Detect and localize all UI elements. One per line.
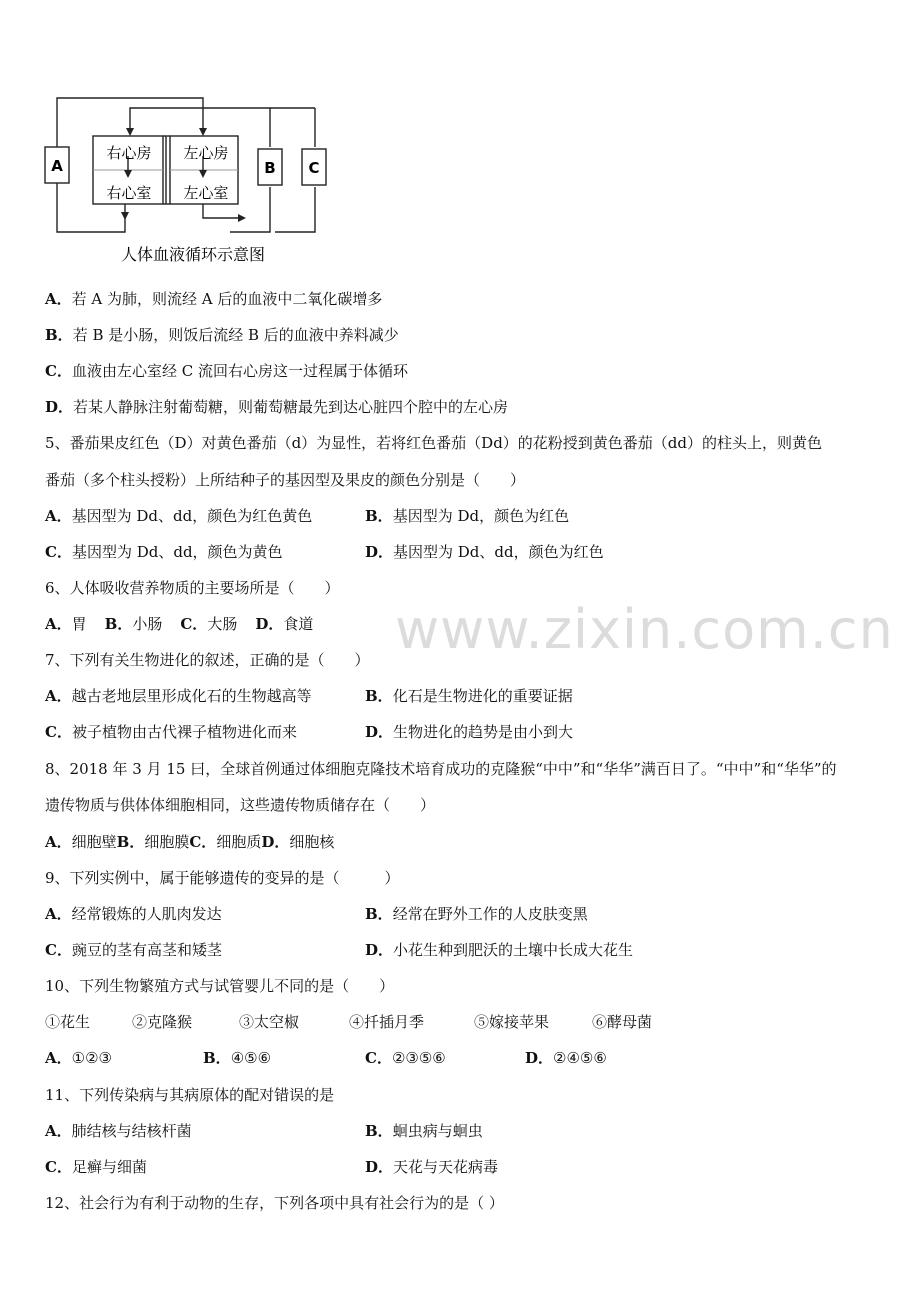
q10-options-row — [45, 1048, 607, 1068]
box-b-label: B — [264, 159, 276, 177]
q9-options-row2 — [45, 940, 633, 960]
q11-option-c: C．足癣与细菌 — [45, 1158, 147, 1176]
q8-option-c: C．细胞质 — [189, 833, 262, 851]
q7-options-row1 — [45, 686, 573, 706]
q8-options-row — [45, 832, 334, 852]
q10-item: ①花生 — [45, 1013, 91, 1031]
left-ventricle-label: 左心室 — [183, 184, 229, 202]
q4-option-a: A．若 A 为肺，则流经 A 后的血液中二氧化碳增多 — [45, 290, 383, 308]
q10-item: ④扦插月季 — [349, 1013, 425, 1031]
q8-option-d: D．细胞核 — [261, 833, 335, 851]
q10-item: ⑥酵母菌 — [592, 1013, 653, 1031]
q4-option-b: B．若 B 是小肠，则饭后流经 B 后的血液中养料减少 — [45, 326, 399, 344]
q7-options-row2 — [45, 722, 573, 742]
q5-stem-line1: 5、番茄果皮红色（D）对黄色番茄（d）为显性，若将红色番茄（Dd）的花粉授到黄色番茄（dd）的柱头上，则黄色 — [45, 434, 823, 452]
q11-option-b: B．蛔虫病与蛔虫 — [365, 1122, 483, 1140]
q10-item: ②克隆猴 — [132, 1013, 193, 1031]
right-ventricle-label: 右心室 — [106, 184, 152, 202]
q5-options-row1 — [45, 506, 569, 526]
q10-item: ⑤嫁接苹果 — [474, 1013, 550, 1031]
q5-option-d: D．基因型为 Dd、dd，颜色为红色 — [365, 543, 604, 561]
q4-option-d: D．若某人静脉注射葡萄糖，则葡萄糖最先到达心脏四个腔中的左心房 — [45, 398, 509, 416]
q11-options-row2 — [45, 1157, 498, 1177]
q11-stem: 11、下列传染病与其病原体的配对错误的是 — [45, 1086, 335, 1104]
q9-option-c: C．豌豆的茎有高茎和矮茎 — [45, 941, 222, 959]
q6-options-row — [45, 614, 313, 634]
box-a-label: A — [51, 157, 63, 175]
q7-option-c: C．被子植物由古代裸子植物进化而来 — [45, 723, 297, 741]
diagram-caption: 人体血液循环示意图 — [120, 245, 266, 264]
q8-option-a: A．细胞壁 — [45, 833, 117, 851]
q9-options-row1 — [45, 904, 588, 924]
q9-option-d: D．小花生种到肥沃的土壤中长成大花生 — [365, 941, 634, 959]
q6-stem: 6、人体吸收营养物质的主要场所是（ ） — [45, 579, 340, 597]
right-atrium-label: 右心房 — [106, 144, 152, 162]
q8-option-b: B．细胞膜 — [116, 833, 190, 851]
q11-option-d: D．天花与天花病毒 — [365, 1158, 499, 1176]
q7-stem: 7、下列有关生物进化的叙述，正确的是（ ） — [45, 651, 370, 669]
q7-option-d: D．生物进化的趋势是由小到大 — [365, 723, 574, 741]
q6-option-a: A．胃 — [45, 615, 87, 633]
q7-option-a: A．越古老地层里形成化石的生物越高等 — [45, 687, 312, 705]
q5-option-a: A．基因型为 Dd、dd，颜色为红色黄色 — [45, 507, 313, 525]
q6-option-c: C．大肠 — [180, 615, 238, 633]
q7-option-b: B．化石是生物进化的重要证据 — [365, 687, 573, 705]
q8-stem-line1: 8、2018 年 3 月 15 曰，全球首例通过体细胞克隆技术培育成功的克隆猴“中中”和“华华”满百日了。“中中”和“华华”的 — [45, 760, 837, 778]
q10-option-b: B．④⑤⑥ — [203, 1049, 272, 1067]
q12-stem: 12、社会行为有利于动物的生存，下列各项中具有社会行为的是（ ） — [45, 1194, 504, 1212]
q10-stem: 10、下列生物繁殖方式与试管婴儿不同的是（ ） — [45, 977, 395, 995]
box-c-label: C — [308, 159, 320, 177]
q8-stem-line2: 遗传物质与供体体细胞相同，这些遗传物质储存在（ ） — [45, 796, 436, 814]
watermark: www.zixin.com.cn — [395, 598, 894, 661]
q10-items-row — [45, 1012, 652, 1032]
q5-options-row2 — [45, 542, 604, 562]
q9-stem: 9、下列实例中，属于能够遗传的变异的是（ ） — [45, 869, 400, 887]
q10-option-c: C．②③⑤⑥ — [365, 1049, 446, 1067]
q11-options-row1 — [45, 1121, 483, 1141]
q10-option-a: A．①②③ — [45, 1049, 112, 1067]
q10-option-d: D．②④⑤⑥ — [525, 1049, 607, 1067]
q10-item: ③太空椒 — [239, 1013, 300, 1031]
left-atrium-label: 左心房 — [183, 144, 229, 162]
q9-option-b: B．经常在野外工作的人皮肤变黑 — [365, 905, 588, 923]
q6-option-b: B．小肠 — [104, 615, 163, 633]
q11-option-a: A．肺结核与结核杆菌 — [45, 1122, 192, 1140]
q6-option-d: D．食道 — [255, 615, 314, 633]
q4-option-c: C．血液由左心室经 C 流回右心房这一过程属于体循环 — [45, 362, 408, 380]
q9-option-a: A．经常锻炼的人肌肉发达 — [45, 905, 222, 923]
q5-option-b: B．基因型为 Dd，颜色为红色 — [365, 507, 570, 525]
circulation-diagram — [40, 92, 340, 272]
q5-option-c: C．基因型为 Dd、dd，颜色为黄色 — [45, 543, 283, 561]
q5-stem-line2: 番茄（多个柱头授粉）上所结种子的基因型及果皮的颜色分别是（ ） — [45, 471, 526, 489]
